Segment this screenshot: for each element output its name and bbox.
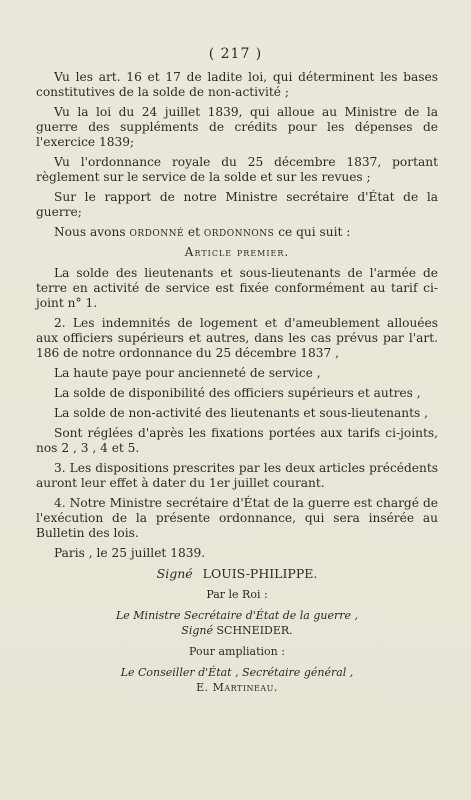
king-name: LOUIS-PHILIPPE.	[202, 566, 318, 581]
article-title: Article premier.	[184, 245, 290, 259]
decree-suffix: ce qui suit :	[278, 225, 351, 239]
article-paragraph: 2. Les indemnités de logement et d'ameublement allouées aux officiers supérieurs et autres, dans les cas prévus par l'art. 186 de notre ordonnance du 25 décembre 1837 ,	[36, 316, 438, 360]
decree-prefix: Nous avons	[54, 225, 126, 239]
article-paragraph: 3. Les dispositions prescrites par les deux articles précédents auront leur effet à dater du 1er juillet courant.	[36, 461, 438, 490]
date-line: Paris , le 25 juillet 1839.	[54, 546, 206, 560]
page-number: ( 217 )	[208, 46, 263, 62]
document-body	[36, 70, 438, 695]
minister-signature	[36, 623, 438, 638]
article-paragraph: La solde des lieutenants et sous-lieutenants de l'armée de terre en activité de service est fixée conformément au tarif ci-joint n° 1.	[36, 266, 438, 310]
ampliation-label: Pour ampliation :	[189, 645, 285, 658]
article-paragraph: La haute paye pour ancienneté de service ,	[54, 366, 321, 380]
conseiller-title: Le Conseiller d'État , Secrétaire général ,	[120, 666, 354, 679]
decree-et: et	[187, 225, 201, 239]
king-signature	[36, 566, 438, 581]
article-paragraph: Sont réglées d'après les fixations portées aux tarifs ci-joints, nos 2 , 3 , 4 et 5.	[36, 426, 438, 455]
par-le-roi: Par le Roi :	[206, 588, 268, 601]
minister-title: Le Ministre Secrétaire d'État de la guerre ,	[115, 609, 359, 622]
decree-ordonne: ordonné	[129, 225, 185, 239]
decree-line	[36, 225, 438, 240]
article-paragraph: La solde de disponibilité des officiers supérieurs et autres ,	[54, 386, 421, 400]
decree-ordonnons: ordonnons	[203, 225, 275, 239]
minister-name: SCHNEIDER.	[216, 624, 293, 637]
article-paragraph: 4. Notre Ministre secrétaire d'État de la guerre est chargé de l'exécution de la présente ordonnance, qui sera insérée au Bulletin des lois.	[36, 496, 438, 540]
signe-label: Signé	[156, 566, 193, 581]
preamble-paragraph: Vu les art. 16 et 17 de ladite loi, qui déterminent les bases constitutives de la solde de non-activité ;	[36, 70, 438, 99]
preamble-paragraph: Vu l'ordonnance royale du 25 décembre 1837, portant règlement sur le service de la solde et sur les revues ;	[36, 155, 438, 184]
signe-label: Signé	[181, 624, 213, 637]
preamble-paragraph: Vu la loi du 24 juillet 1839, qui alloue au Ministre de la guerre des suppléments de crédits pour les dépenses de l'exercice 1839;	[36, 105, 438, 149]
preamble-paragraph: Sur le rapport de notre Ministre secrétaire d'État de la guerre;	[36, 190, 438, 219]
conseiller-name: E. Martineau.	[196, 681, 278, 694]
article-paragraph: La solde de non-activité des lieutenants et sous-lieutenants ,	[54, 406, 429, 420]
